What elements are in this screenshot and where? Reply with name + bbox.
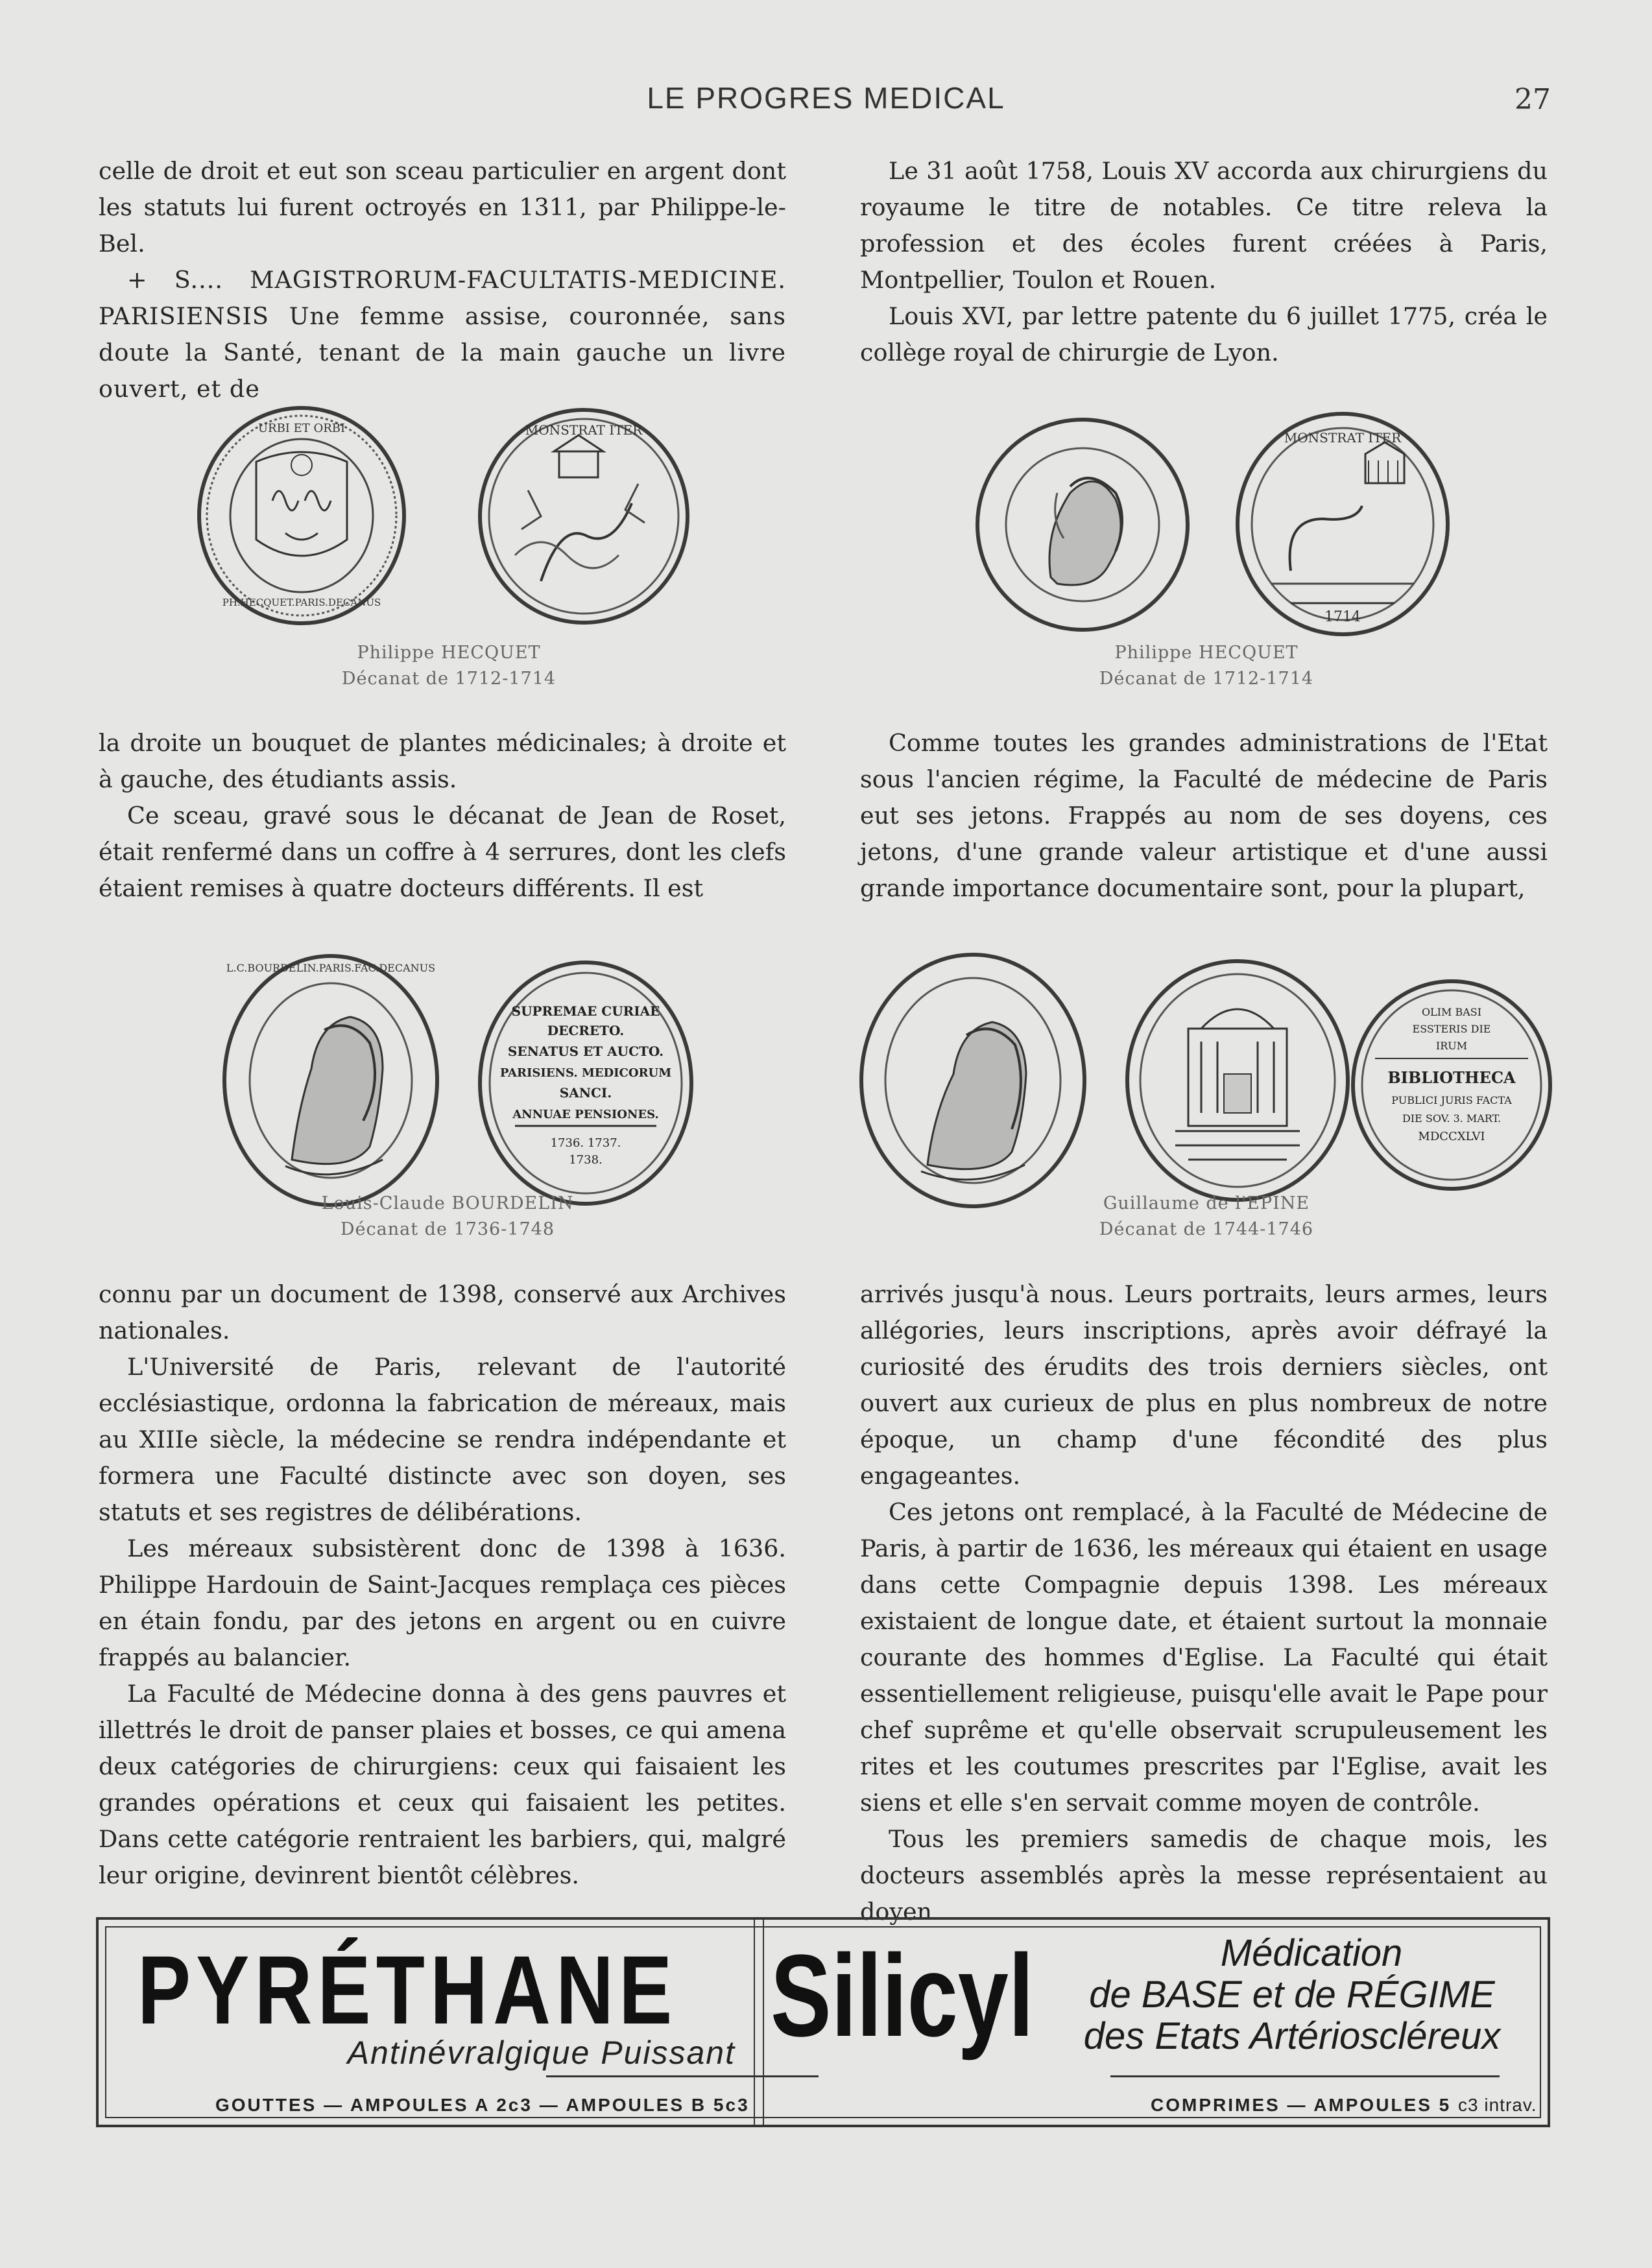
caption-bourdelin bbox=[253, 1191, 642, 1243]
paragraph: celle de droit et eut son sceau particulier en argent dont les statuts lui furent octroyés en 1311, par Philippe-le-Bel. bbox=[99, 157, 786, 257]
advertisement-box bbox=[96, 1917, 1550, 2127]
medal-text-line: ANNUAE PENSIONES. bbox=[512, 1108, 659, 1121]
caption-dates: Décanat de 1712-1714 bbox=[341, 669, 557, 689]
medal-epine-portrait bbox=[856, 951, 1090, 1210]
silicyl-forms-bold: COMPRIMES — AMPOULES 5 bbox=[1151, 2095, 1452, 2115]
running-header: LE PROGRES MEDICAL bbox=[647, 81, 1005, 115]
caption-hecquet-left bbox=[254, 640, 643, 692]
paragraph: la droite un bouquet de plantes médicinales; à droite et à gauche, des étudiants assis. bbox=[99, 729, 786, 793]
medal-hecquet-monstrat-iter-1714 bbox=[1232, 409, 1453, 639]
paragraph: Louis XVI, par lettre patente du 6 juillet 1775, créa le collège royal de chirurgie de Lyon. bbox=[860, 302, 1548, 366]
medal-inscription: L.C.BOURDELIN.PARIS.FAC.DECANUS bbox=[226, 962, 436, 974]
caption-name: Louis-Claude BOURDELIN bbox=[321, 1193, 574, 1213]
medal-hecquet-portrait bbox=[973, 415, 1192, 634]
medal-epine-bibliotheca bbox=[1349, 977, 1554, 1193]
medal-text-line: ESSTERIS DIE bbox=[1412, 1023, 1491, 1035]
silicyl-tagline bbox=[1071, 1933, 1513, 2057]
medal-text-line: SENATUS ET AUCTO. bbox=[507, 1044, 664, 1059]
medal-text-line: 1738. bbox=[569, 1153, 603, 1167]
medal-text-line: BIBLIOTHECA bbox=[1387, 1068, 1516, 1087]
paragraph: Tous les premiers samedis de chaque mois, les docteurs assemblés après la messe représentaient au doyen bbox=[860, 1825, 1548, 1926]
caption-dates: Décanat de 1736-1748 bbox=[340, 1219, 555, 1239]
medal-text-line: 1736. 1737. bbox=[550, 1136, 621, 1150]
medal-epine-chapel bbox=[1123, 957, 1352, 1204]
medal-text-line: IRUM bbox=[1435, 1040, 1468, 1052]
medal-bourdelin-portrait bbox=[221, 952, 441, 1209]
text-right-mid bbox=[860, 725, 1548, 907]
silicyl-tagline-line: des Etats Artérioscléreux bbox=[1083, 2015, 1501, 2057]
medal-date: 1714 bbox=[1324, 609, 1361, 625]
silicyl-forms bbox=[1151, 2095, 1537, 2116]
medal-inscription: MONSTRAT ITER bbox=[1284, 430, 1402, 446]
paragraph: Les méreaux subsistèrent donc de 1398 à 1636. Philippe Hardouin de Saint-Jacques remplaça ces pièces en étain fondu, par des jetons en argent ou en cuivre frappés au balancier. bbox=[99, 1534, 786, 1671]
paragraph: connu par un document de 1398, conservé aux Archives nationales. bbox=[99, 1280, 786, 1344]
paragraph: Le 31 août 1758, Louis XV accorda aux chirurgiens du royaume le titre de notables. Ce titre releva la profession et des écoles furent créées à Paris, Montpellier, Toulon et Rouen. bbox=[860, 157, 1548, 294]
pyrethane-rule bbox=[546, 2075, 819, 2077]
silicyl-rule bbox=[1110, 2075, 1500, 2077]
caption-name: Philippe HECQUET bbox=[357, 643, 541, 663]
medal-text-line: SUPREMAE CURIAE bbox=[511, 1003, 660, 1019]
medal-text-line: MDCCXLVI bbox=[1418, 1130, 1485, 1143]
paragraph: L'Université de Paris, relevant de l'autorité ecclésiastique, ordonna la fabrication de méreaux, mais au XIIIe siècle, la médecine se rendra indépendante et formera une Faculté distincte avec son doyen, ses statuts et ses registres de délibérations. bbox=[99, 1353, 786, 1526]
medal-text-line: PUBLICI JURIS FACTA bbox=[1391, 1094, 1512, 1106]
caption-dates: Décanat de 1744-1746 bbox=[1099, 1219, 1314, 1239]
page-number: 27 bbox=[1514, 83, 1551, 116]
caption-epine bbox=[1012, 1191, 1401, 1243]
medal-text-line: SANCI. bbox=[559, 1085, 612, 1101]
medal-inscription: URBI ET ORBI bbox=[257, 422, 346, 435]
medal-text-line: PARISIENS. MEDICORUM bbox=[499, 1066, 672, 1080]
medal-text-line: DIE SOV. 3. MART. bbox=[1402, 1112, 1502, 1125]
silicyl-tagline-line: Médication bbox=[1220, 1932, 1403, 1974]
text-left-bottom bbox=[99, 1276, 786, 1894]
text-left-mid bbox=[99, 725, 786, 907]
silicyl-title: Silicyl bbox=[771, 1931, 1034, 2061]
paragraph: arrivés jusqu'à nous. Leurs portraits, leurs armes, leurs allégories, leurs inscriptions, après avoir défrayé la curiosité des érudits des trois derniers siècles, ont ouvert aux curieux de plus en plus nombreux de notre époque, un champ d'une fécondité des plus engageantes. bbox=[860, 1280, 1548, 1490]
medal-inscription: MONSTRAT ITER bbox=[525, 422, 643, 438]
paragraph: Ce sceau, gravé sous le décanat de Jean de Roset, était renfermé dans un coffre à 4 serrures, dont les clefs étaient remises à quatre docteurs différents. Il est bbox=[99, 802, 786, 902]
silicyl-tagline-line: de BASE et de RÉGIME bbox=[1089, 1974, 1495, 2016]
caption-hecquet-right bbox=[1012, 640, 1401, 692]
text-left-top bbox=[99, 153, 786, 407]
medal-hecquet-reverse-seal bbox=[195, 403, 409, 628]
medal-bourdelin-reverse bbox=[476, 959, 695, 1208]
pyrethane-title: PYRÉTHANE bbox=[138, 1935, 678, 2044]
pyrethane-subtitle: Antinévralgique Puissant bbox=[347, 2035, 736, 2071]
medal-hecquet-monstrat-iter bbox=[476, 406, 691, 627]
paragraph: + S.... MAGISTRORUM-FACULTATIS-MEDICINE. PARISIENSIS Une femme assise, couronnée, sans doute la Santé, tenant de la main gauche un livre ouvert, et de bbox=[99, 266, 786, 403]
medal-text-line: OLIM BASI bbox=[1421, 1006, 1482, 1018]
paragraph: Comme toutes les grandes administrations de l'Etat sous l'ancien régime, la Faculté de médecine de Paris eut ses jetons. Frappés au nom de ses doyens, ces jetons, d'une grande valeur artistique et d'une aussi grande importance documentaire sont, pour la plupart, bbox=[860, 729, 1548, 902]
paragraph: Ces jetons ont remplacé, à la Faculté de Médecine de Paris, à partir de 1636, les méreaux qui étaient en usage dans cette Compagnie depuis 1398. Les méreaux existaient de longue date, et étaient surtout la monnaie courante des hommes d'Eglise. La Faculté qui était essentiellement religieuse, puisqu'elle avait le Pape pour chef suprême et qu'elle observait scrupuleusement les rites et les coutumes prescrites par l'Eglise, avait les siens et elle s'en servait comme moyen de contrôle. bbox=[860, 1498, 1548, 1817]
caption-name: Philippe HECQUET bbox=[1114, 643, 1299, 663]
caption-dates: Décanat de 1712-1714 bbox=[1099, 669, 1314, 689]
silicyl-forms-unit: c3 intrav. bbox=[1458, 2095, 1537, 2115]
text-right-top bbox=[860, 153, 1548, 371]
text-right-bottom bbox=[860, 1276, 1548, 1930]
advertisement-divider bbox=[754, 1920, 764, 2125]
pyrethane-forms: GOUTTES — AMPOULES A 2c3 — AMPOULES B 5c3 bbox=[215, 2095, 750, 2115]
medal-inscription: PH.HECQUET.PARIS.DECANUS bbox=[222, 597, 381, 608]
caption-name: Guillaume de l'EPINE bbox=[1103, 1193, 1310, 1213]
paragraph: La Faculté de Médecine donna à des gens pauvres et illettrés le droit de panser plaies et bosses, ce qui amena deux catégories de chirurgiens: ceux qui faisaient les grandes opérations et ceux qui faisaient les petites. Dans cette catégorie rentraient les barbiers, qui, malgré leur origine, devinrent bientôt célèbres. bbox=[99, 1680, 786, 1889]
medal-text-line: DECRETO. bbox=[547, 1023, 625, 1038]
